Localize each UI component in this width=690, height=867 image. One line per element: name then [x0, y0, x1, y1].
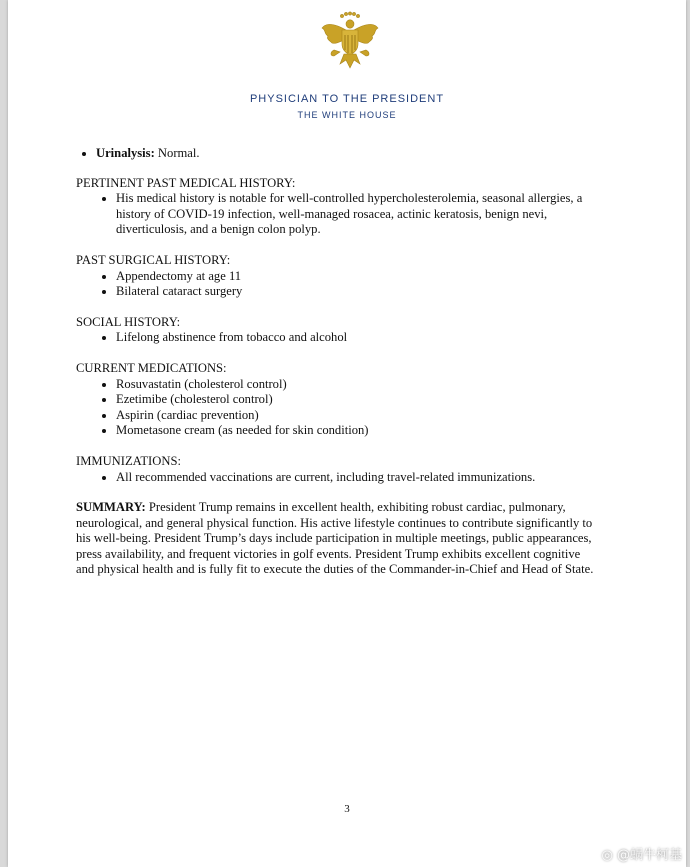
list-item: • Aspirin (cardiac prevention)	[116, 408, 596, 424]
list-item: • Bilateral cataract surgery	[116, 284, 596, 300]
urinalysis-list	[76, 146, 596, 162]
list-item: • Mometasone cream (as needed for skin condition)	[116, 423, 596, 439]
section-heading-psh: PAST SURGICAL HISTORY:	[76, 252, 231, 267]
list-item: • Rosuvastatin (cholesterol control)	[116, 377, 596, 393]
weibo-icon: ◎	[601, 848, 613, 863]
watermark-text: @蜗牛柯基	[616, 848, 682, 863]
psh-list	[76, 269, 596, 300]
summary-paragraph	[76, 500, 596, 578]
urinalysis-text: Normal.	[154, 146, 200, 160]
section-heading-meds: CURRENT MEDICATIONS:	[76, 360, 227, 375]
list-item: • All recommended vaccinations are current, including travel-related immunizations.	[116, 470, 596, 486]
list-item: • His medical history is notable for well-controlled hypercholesterolemia, seasonal allergies, a history of COVID-19 infection, well-managed rosacea, actinic keratosis, benign nevi, diverticulosis, and a benign colon polyp.	[116, 191, 596, 238]
immunizations-list	[76, 470, 596, 486]
list-item: • Ezetimibe (cholesterol control)	[116, 392, 596, 408]
summary-label: SUMMARY:	[76, 500, 146, 515]
watermark	[602, 844, 683, 863]
list-item: • Lifelong abstinence from tobacco and alcohol	[116, 330, 596, 346]
meds-list	[76, 377, 596, 439]
pmh-list	[76, 191, 596, 238]
social-list	[76, 330, 596, 346]
summary-text: President Trump remains in excellent health, exhibiting robust cardiac, pulmonary, neurological, and general physical function. His active lifestyle continues to contribute significantly to his well-being. President Trump’s days include participation in multiple meetings, public appearances, press availability, and frequent victories in golf events. President Trump exhibits excellent cognitive and physical health and is fully fit to execute the duties of the Commander-in-Chief and Head of State.	[76, 500, 594, 577]
section-heading-pmh: PERTINENT PAST MEDICAL HISTORY:	[76, 175, 296, 190]
document-page	[8, 0, 686, 867]
presidential-seal-icon	[320, 10, 380, 72]
urinalysis-label: Urinalysis:	[96, 146, 155, 160]
list-item	[96, 146, 596, 162]
page-number: 3	[344, 803, 350, 815]
letterhead-subtitle: THE WHITE HOUSE	[297, 110, 397, 120]
section-heading-social: SOCIAL HISTORY:	[76, 314, 181, 329]
document-body	[76, 146, 596, 578]
list-item: • Appendectomy at age 11	[116, 269, 596, 285]
letterhead-title: PHYSICIAN TO THE PRESIDENT	[249, 93, 445, 105]
section-heading-immunizations: IMMUNIZATIONS:	[76, 453, 181, 468]
